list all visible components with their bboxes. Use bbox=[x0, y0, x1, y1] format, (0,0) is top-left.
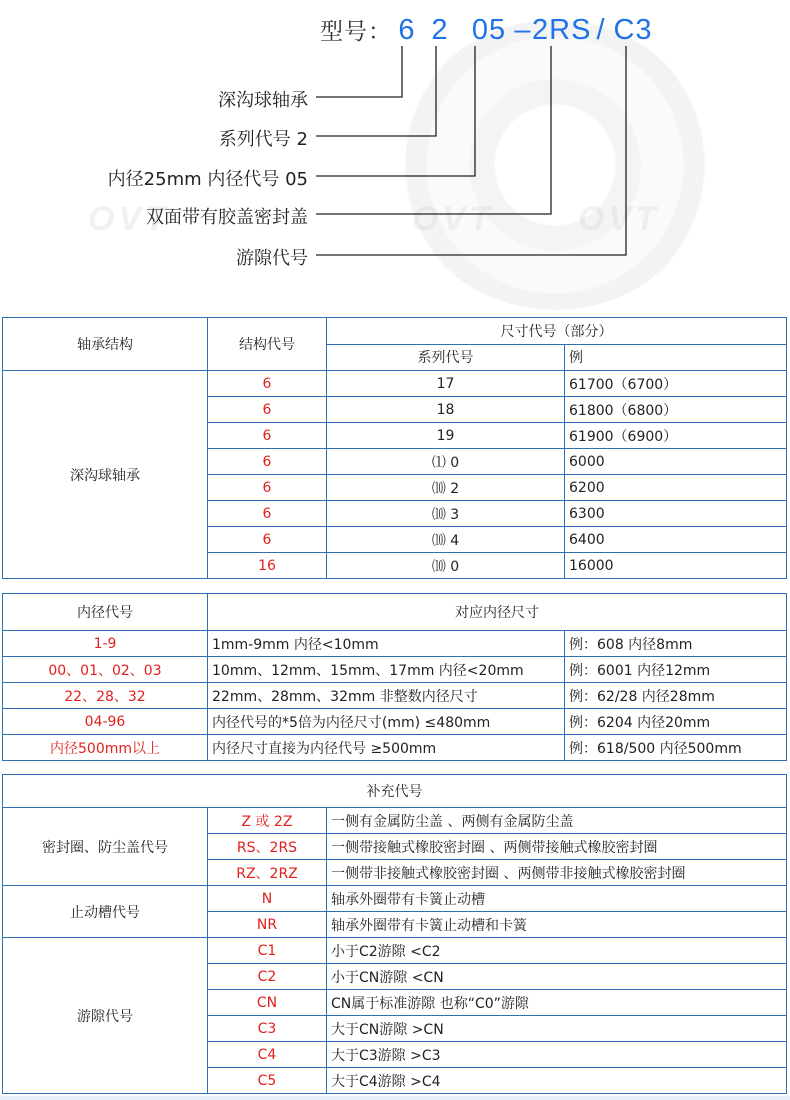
supp-desc: CN属于标准游隙 也称“C0”游隙 bbox=[327, 990, 787, 1016]
example: 16000 bbox=[565, 553, 787, 579]
bore-table bbox=[2, 593, 787, 761]
supp-desc: 一侧带接触式橡胶密封圈 、两侧带接触式橡胶密封圈 bbox=[327, 834, 787, 860]
structure-code: 6 bbox=[208, 371, 327, 397]
table-row bbox=[3, 631, 787, 657]
header-series-code: 系列代号 bbox=[327, 344, 565, 371]
bore-example: 例：62/28 内径28mm bbox=[565, 683, 787, 709]
example: 61900（6900） bbox=[565, 423, 787, 449]
supp-desc: 轴承外圈带有卡簧止动槽 bbox=[327, 886, 787, 912]
watermark: OVT bbox=[412, 200, 494, 238]
bore-size: 1mm-9mm 内径<10mm bbox=[208, 631, 565, 657]
series-code: ⑽ 0 bbox=[327, 553, 565, 579]
model-clearance-code: C3 bbox=[613, 14, 653, 46]
table-row bbox=[3, 938, 787, 964]
group-name-clearance: 游隙代号 bbox=[3, 938, 208, 1094]
bore-code: 04-96 bbox=[3, 709, 208, 735]
example: 6300 bbox=[565, 501, 787, 527]
supp-desc: 小于C2游隙 <C2 bbox=[327, 938, 787, 964]
supp-code: C3 bbox=[208, 1016, 327, 1042]
header-size-code: 尺寸代号（部分） bbox=[327, 318, 787, 345]
model-seal-code: 2RS bbox=[532, 14, 592, 46]
desc-series: 系列代号 2 bbox=[218, 129, 308, 150]
table-row bbox=[3, 808, 787, 834]
structure-code: 6 bbox=[208, 423, 327, 449]
series-code: ⑽ 2 bbox=[327, 475, 565, 501]
table-row bbox=[3, 735, 787, 761]
series-code: ⑴ 0 bbox=[327, 449, 565, 475]
supp-code: C1 bbox=[208, 938, 327, 964]
structure-code: 6 bbox=[208, 501, 327, 527]
structure-code: 6 bbox=[208, 397, 327, 423]
desc-deep-groove: 深沟球轴承 bbox=[218, 90, 308, 111]
header-example: 例 bbox=[565, 344, 787, 371]
header-bore-code: 内径代号 bbox=[3, 594, 208, 631]
header-structure: 轴承结构 bbox=[3, 318, 208, 371]
desc-seal: 双面带有胶盖密封盖 bbox=[146, 207, 308, 228]
supp-desc: 一侧有金属防尘盖 、两侧有金属防尘盖 bbox=[327, 808, 787, 834]
bore-code: 00、01、02、03 bbox=[3, 657, 208, 683]
structure-code: 16 bbox=[208, 553, 327, 579]
model-digit-bore: 05 bbox=[471, 14, 507, 46]
example: 6000 bbox=[565, 449, 787, 475]
supp-desc: 小于CN游隙 <CN bbox=[327, 964, 787, 990]
supp-code: NR bbox=[208, 912, 327, 938]
bottom-divider bbox=[0, 1096, 790, 1100]
bore-code: 1-9 bbox=[3, 631, 208, 657]
supp-code: C5 bbox=[208, 1068, 327, 1094]
bore-example: 例：6204 内径20mm bbox=[565, 709, 787, 735]
series-code: 18 bbox=[327, 397, 565, 423]
example: 61800（6800） bbox=[565, 397, 787, 423]
table-row bbox=[3, 371, 787, 397]
structure-name: 深沟球轴承 bbox=[3, 371, 208, 579]
group-name-snap-ring: 止动槽代号 bbox=[3, 886, 208, 938]
supp-desc: 大于C4游隙 >C4 bbox=[327, 1068, 787, 1094]
series-code: ⑽ 3 bbox=[327, 501, 565, 527]
supp-code: RZ、2RZ bbox=[208, 860, 327, 886]
header-structure-code: 结构代号 bbox=[208, 318, 327, 371]
structure-code: 6 bbox=[208, 449, 327, 475]
series-code: 17 bbox=[327, 371, 565, 397]
structure-code: 6 bbox=[208, 475, 327, 501]
model-digit-type: 6 bbox=[398, 14, 416, 46]
supp-code: C4 bbox=[208, 1042, 327, 1068]
group-name-seal: 密封圈、防尘盖代号 bbox=[3, 808, 208, 886]
desc-clearance: 游隙代号 bbox=[236, 248, 308, 269]
bore-size: 内径尺寸直接为内径代号 ≥500mm bbox=[208, 735, 565, 761]
series-code: 19 bbox=[327, 423, 565, 449]
bore-example: 例：6001 内径12mm bbox=[565, 657, 787, 683]
bore-code: 内径500mm以上 bbox=[3, 735, 208, 761]
header-bore-size: 对应内径尺寸 bbox=[208, 594, 787, 631]
desc-bore: 内径25mm 内径代号 05 bbox=[107, 169, 308, 190]
table-row bbox=[3, 683, 787, 709]
watermark: OVT bbox=[578, 200, 660, 238]
supp-code: N bbox=[208, 886, 327, 912]
supplementary-table bbox=[2, 774, 787, 1094]
supp-code: C2 bbox=[208, 964, 327, 990]
example: 6200 bbox=[565, 475, 787, 501]
model-number: 型号： 6 2 05 –2RS / C3 bbox=[320, 14, 653, 46]
model-diagram bbox=[0, 0, 790, 300]
bore-size: 10mm、12mm、15mm、17mm 内径<20mm bbox=[208, 657, 565, 683]
supp-desc: 大于C3游隙 >C3 bbox=[327, 1042, 787, 1068]
supp-code: RS、2RS bbox=[208, 834, 327, 860]
supplementary-title: 补充代号 bbox=[3, 775, 787, 808]
bore-example: 例：608 内径8mm bbox=[565, 631, 787, 657]
example: 61700（6700） bbox=[565, 371, 787, 397]
bore-code: 22、28、32 bbox=[3, 683, 208, 709]
supp-desc: 一侧带非接触式橡胶密封圈 、两侧带非接触式橡胶密封圈 bbox=[327, 860, 787, 886]
series-code: ⑽ 4 bbox=[327, 527, 565, 553]
model-digit-series: 2 bbox=[431, 14, 449, 46]
supp-code: CN bbox=[208, 990, 327, 1016]
watermark: OVT bbox=[88, 200, 170, 238]
table-row bbox=[3, 657, 787, 683]
table-row bbox=[3, 886, 787, 912]
model-label: 型号： bbox=[320, 19, 392, 45]
table-row bbox=[3, 709, 787, 735]
connector-lines bbox=[0, 0, 790, 300]
structure-table bbox=[2, 317, 787, 579]
bore-size: 内径代号的*5倍为内径尺寸(mm) ≤480mm bbox=[208, 709, 565, 735]
supp-code: Z 或 2Z bbox=[208, 808, 327, 834]
bore-example: 例：618/500 内径500mm bbox=[565, 735, 787, 761]
structure-code: 6 bbox=[208, 527, 327, 553]
example: 6400 bbox=[565, 527, 787, 553]
supp-desc: 轴承外圈带有卡簧止动槽和卡簧 bbox=[327, 912, 787, 938]
bore-size: 22mm、28mm、32mm 非整数内径尺寸 bbox=[208, 683, 565, 709]
supp-desc: 大于CN游隙 >CN bbox=[327, 1016, 787, 1042]
